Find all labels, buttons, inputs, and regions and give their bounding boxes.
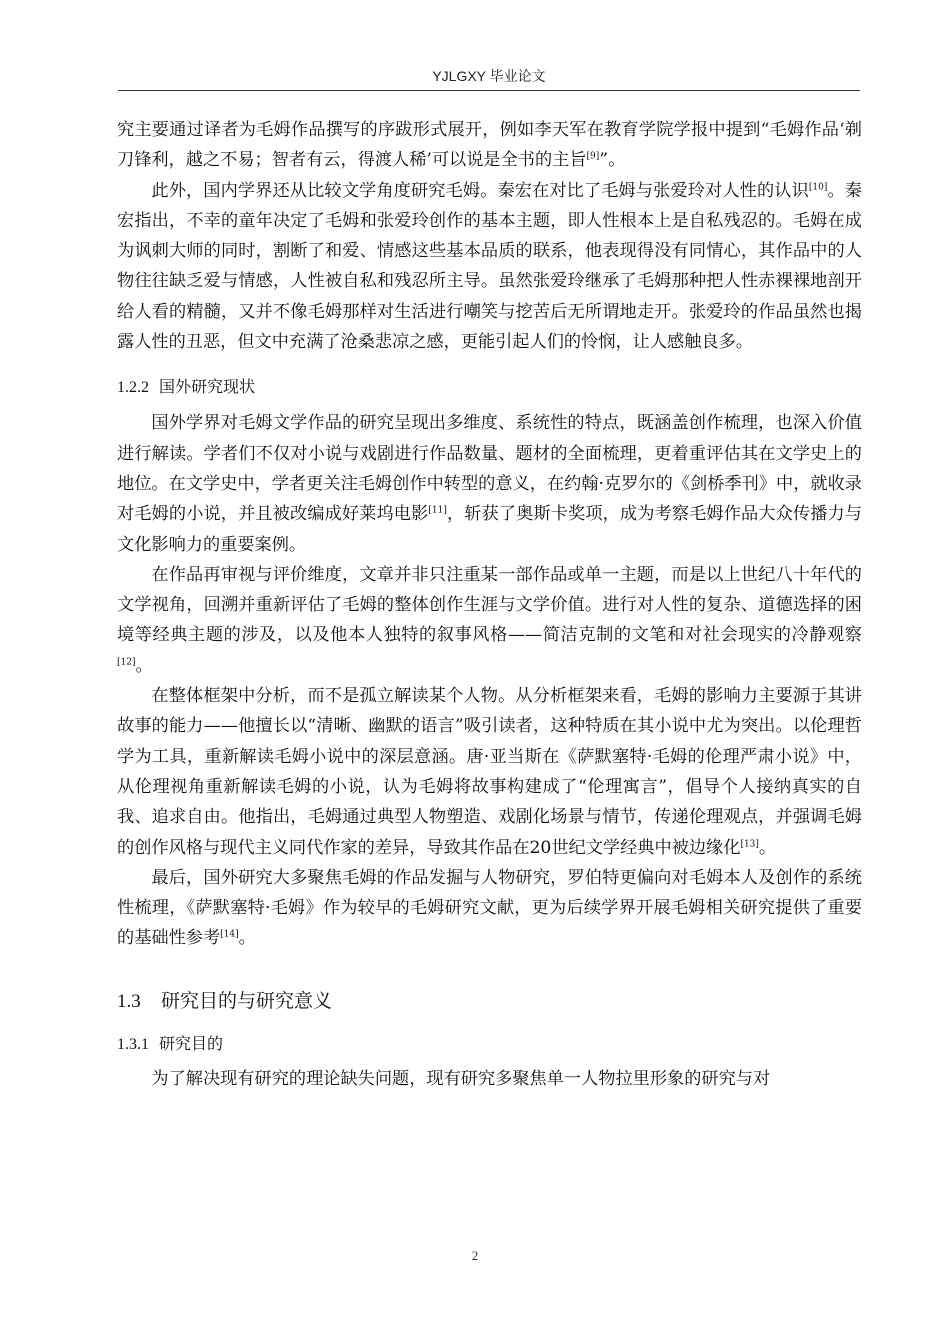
- section-title: 研究目的与研究意义: [161, 989, 333, 1012]
- page-body: [117, 115, 862, 1094]
- citation-ref: [11]: [428, 505, 447, 516]
- citation-ref: [12]: [117, 657, 136, 668]
- paragraph-continued: 究主要通过译者为毛姆作品撰写的序跋形式展开，例如李天军在教育学院学报中提到“毛姆作品‘剃刀锋利，越之不易；智者有云，得渡人稀’可以说是全书的主旨[9]”。: [117, 120, 862, 171]
- section-heading-1-3: [117, 981, 862, 1021]
- running-header: YJLGXY 毕业论文: [432, 68, 546, 84]
- paragraph-comparative: 此外，国内学界还从比较文学角度研究毛姆。秦宏在对比了毛姆与张爱玲对人性的认识[10]。秦宏指出，不幸的童年决定了毛姆和张爱玲创作的基本主题，即人性根本上是自私残忍的。毛姆在成为讽刺大师的同时，割断了和爱、情感这些基本品质的联系，他表现得没有同情心，其作品中的人物往往缺乏爱与情感，人性被自私和残忍所主导。虽然张爱玲继承了毛姆那种把人性赤裸裸地剖开给人看的精髓，又并不像毛姆那样对生活进行嘲笑与挖苦后无所谓地走开。张爱玲的作品虽然也揭露人性的丑恶，但文中充满了沧桑悲凉之感，更能引起人们的怜悯，让人感触良多。: [117, 180, 862, 353]
- section-heading-1-3-1: [117, 1029, 862, 1059]
- paragraph-research-purpose: 为了解决现有研究的理论缺失问题，现有研究多聚焦单一人物拉里形象的研究与对: [151, 1068, 771, 1089]
- section-title: 研究目的: [159, 1033, 224, 1053]
- citation-ref: [10]: [808, 181, 828, 192]
- section-heading-1-2-2: [117, 372, 862, 402]
- citation-ref: [14]: [220, 929, 239, 940]
- paragraph-summary: 最后，国外研究大多聚焦毛姆的作品发掘与人物研究，罗伯特更偏向对毛姆本人及创作的系统性梳理，《萨默塞特·毛姆》作为较早的毛姆研究文献，更为后续学界开展毛姆相关研究提供了重要的基础性参考[14]。: [117, 867, 862, 949]
- header-divider: [118, 90, 860, 91]
- citation-ref: [13]: [740, 838, 759, 849]
- section-number: 1.3: [117, 990, 141, 1012]
- section-number: 1.3.1: [117, 1035, 149, 1053]
- paragraph-framework: 在整体框架中分析，而不是孤立解读某个人物。从分析框架来看，毛姆的影响力主要源于其讲故事的能力——他擅长以“清晰、幽默的语言”吸引读者，这种特质在其小说中尤为突出。以伦理哲学为工具，重新解读毛姆小说中的深层意涵。唐·亚当斯在《萨默塞特·毛姆的伦理严肃小说》中，从伦理视角重新解读毛姆的小说，认为毛姆将故事构建成了“伦理寓言”，倡导个人接纳真实的自我、追求自由。他指出，毛姆通过典型人物塑造、戏剧化场景与情节，传递伦理观点，并强调毛姆的创作风格与现代主义同代作家的差异，导致其作品在20世纪文学经典中被边缘化[13]。: [117, 686, 862, 858]
- section-number: 1.2.2: [117, 379, 149, 397]
- paragraph-foreign-overview: 国外学界对毛姆文学作品的研究呈现出多维度、系统性的特点，既涵盖创作梳理，也深入价值进行解读。学者们不仅对小说与戏剧进行作品数量、题材的全面梳理，更着重评估其在文学史上的地位。在文学史中，学者更关注毛姆创作中转型的意义，在约翰·克罗尔的《剑桥季刊》中，就收录对毛姆的小说，并且被改编成好莱坞电影[11]，斩获了奥斯卡奖项，成为考察毛姆作品大众传播力与文化影响力的重要案例。: [117, 413, 862, 555]
- section-title: 国外研究现状: [159, 377, 256, 397]
- page-number: 2: [471, 1248, 479, 1263]
- paragraph-reevaluation: 在作品再审视与评价维度，文章并非只注重某一部作品或单一主题，而是以上世纪八十年代的文学视角，回溯并重新评估了毛姆的整体创作生涯与文学价值。进行对人性的复杂、道德选择的困境等经典主题的涉及，以及他本人独特的叙事风格——简洁克制的文笔和对社会现实的冷静观察[12]。: [117, 564, 862, 676]
- citation-ref: [9]: [586, 151, 600, 162]
